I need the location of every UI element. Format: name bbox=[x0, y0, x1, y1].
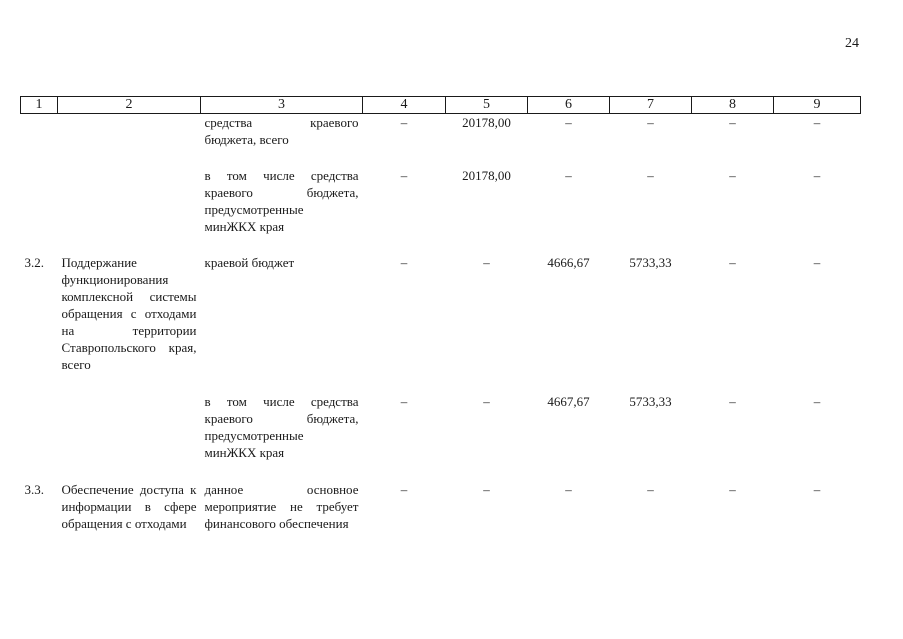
row-source: краевой бюджет bbox=[204, 255, 295, 270]
header-col-1: 1 bbox=[21, 97, 58, 114]
row-name bbox=[58, 114, 201, 168]
row-value-col7: 5733,33 bbox=[629, 394, 672, 409]
row-number: 3.3. bbox=[24, 482, 44, 497]
header-col-6: 6 bbox=[528, 97, 610, 114]
budget-table bbox=[20, 96, 861, 532]
row-value-col7: – bbox=[647, 115, 654, 130]
header-row bbox=[21, 97, 861, 114]
row-value-col6: 4667,67 bbox=[547, 394, 590, 409]
header-col-4: 4 bbox=[363, 97, 446, 114]
header-col-3: 3 bbox=[201, 97, 363, 114]
row-value-col8: – bbox=[729, 168, 736, 183]
row-number bbox=[21, 167, 58, 254]
row-source: в том числе средства краевого бюджета, предусмотренные минЖКХ края bbox=[204, 168, 359, 234]
table-row bbox=[21, 393, 861, 481]
row-value-col8: – bbox=[729, 394, 736, 409]
row-value-col9: – bbox=[813, 394, 821, 409]
row-value-col9: – bbox=[813, 168, 821, 183]
table-row bbox=[21, 481, 861, 532]
row-value-col5: – bbox=[483, 255, 490, 270]
row-value-col4: – bbox=[400, 255, 408, 270]
row-value-col8: – bbox=[729, 482, 736, 497]
row-value-col8: – bbox=[729, 115, 736, 130]
table-row bbox=[21, 254, 861, 393]
table-row bbox=[21, 167, 861, 254]
table-row bbox=[21, 114, 861, 168]
row-value-col4: – bbox=[400, 115, 408, 130]
row-value-col5: 20178,00 bbox=[462, 168, 511, 183]
row-value-col6: 4666,67 bbox=[547, 255, 590, 270]
row-number bbox=[21, 114, 58, 168]
header-col-5: 5 bbox=[446, 97, 528, 114]
row-value-col4: – bbox=[400, 168, 408, 183]
header-col-7: 7 bbox=[610, 97, 692, 114]
row-value-col5: 20178,00 bbox=[462, 115, 511, 130]
row-name bbox=[58, 167, 201, 254]
row-value-col6: – bbox=[565, 168, 572, 183]
row-number bbox=[21, 393, 58, 481]
table-header bbox=[21, 97, 861, 114]
row-value-col6: – bbox=[565, 482, 572, 497]
row-source: средства краевого бюджета, всего bbox=[204, 115, 359, 147]
row-value-col4: – bbox=[400, 482, 408, 497]
row-value-col5: – bbox=[483, 482, 490, 497]
row-name: Поддержание функционирования комплексной системы обращения с отходами на территории Ставропольского края, всего bbox=[61, 255, 197, 372]
row-number: 3.2. bbox=[24, 255, 44, 270]
row-value-col4: – bbox=[400, 394, 408, 409]
header-col-2: 2 bbox=[58, 97, 201, 114]
row-value-col7: 5733,33 bbox=[629, 255, 672, 270]
header-col-8: 8 bbox=[692, 97, 774, 114]
row-source: данное основное мероприятие не требует финансового обеспечения bbox=[204, 482, 359, 531]
row-value-col7: – bbox=[647, 168, 654, 183]
row-value-col8: – bbox=[729, 255, 736, 270]
row-source: в том числе средства краевого бюджета, предусмотренные минЖКХ края bbox=[204, 394, 359, 460]
row-value-col9: – bbox=[813, 255, 821, 270]
budget-table-container bbox=[20, 96, 860, 532]
row-value-col9: – bbox=[813, 115, 821, 130]
row-value-col5: – bbox=[483, 394, 490, 409]
row-name bbox=[58, 393, 201, 481]
row-value-col7: – bbox=[647, 482, 654, 497]
row-value-col9: – bbox=[813, 482, 821, 497]
table-body bbox=[21, 114, 861, 533]
row-value-col6: – bbox=[565, 115, 572, 130]
header-col-9: 9 bbox=[774, 97, 861, 114]
page-number: 24 bbox=[845, 36, 859, 51]
row-name: Обеспечение доступа к информации в сфере обращения с отходами bbox=[61, 482, 197, 531]
